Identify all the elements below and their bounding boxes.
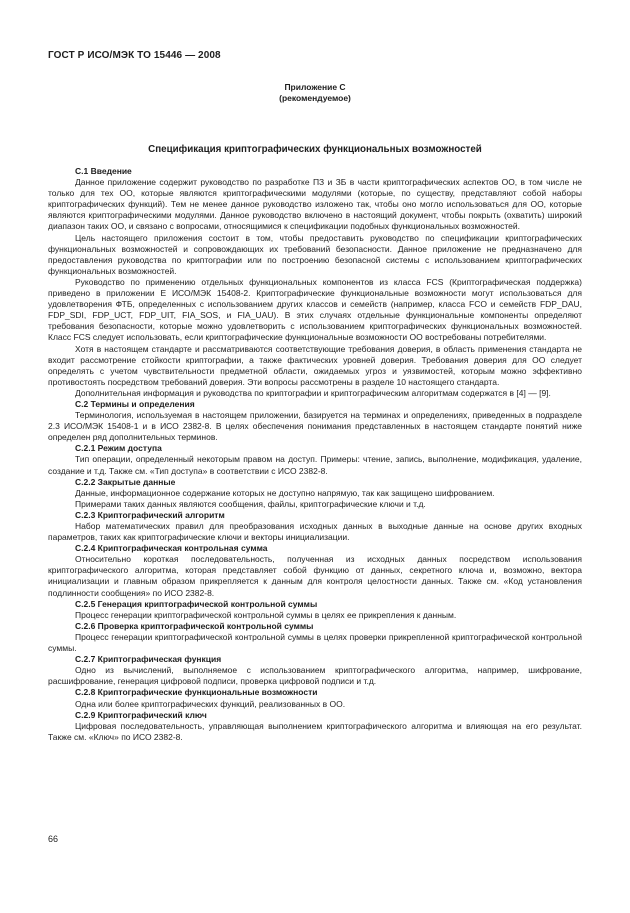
paragraph: Терминология, используемая в настоящем приложении, базируется на терминах и определениях, приведенных в подразделе 2.3 ИСО/МЭК 15408-1 и в ИСО 2382-8. В целях обеспечения понимания представленных в настоящем стандарте понятий ниже определен ряд дополнительных терминов. bbox=[48, 410, 582, 443]
paragraph: Цифровая последовательность, управляющая выполнением криптографического алгоритма и влияющая на его результат. Также см. «Ключ» по ИСО 2382-8. bbox=[48, 720, 582, 742]
standard-header: ГОСТ Р ИСО/МЭК ТО 15446 — 2008 bbox=[48, 50, 221, 61]
paragraph: Относительно короткая последовательность, полученная из исходных данных посредством использования криптографического алгоритма, которая представляет собой функцию от данных, секретного ключа и, возможно, вектора инициализации и главным образом прикрепляется к данным для контроля целостности данных. Также см. «Код установления подлинности сообщения» по ИСО 2382-8. bbox=[48, 554, 582, 598]
section-heading: С.2.7 Криптографическая функция bbox=[75, 654, 222, 665]
paragraph: Данное приложение содержит руководство по разработке ПЗ и ЗБ в части криптографических аспектов ОО, в том числе не только для тех ОО, которые являются криптографическими модулями (которые, по существу, представляют собой наборы криптографических функций). Тем не менее данное руководство изложено так, чтобы оно могло использоваться для ОО, которые являются криптографическими модулями. Данное руководство включено в настоящий документ, чтобы покрыть (охватить) широкий диапазон таких ОО, и связано с вопросами, относящимися к спецификации подобных функциональных возможностей. bbox=[48, 177, 582, 232]
appendix-heading bbox=[0, 82, 630, 104]
page-number: 66 bbox=[48, 834, 59, 844]
section-heading: С.2.8 Криптографические функциональные возможности bbox=[75, 687, 318, 698]
paragraph: Цель настоящего приложения состоит в том, чтобы предоставить руководство по спецификации криптографических функциональных возможностей и сопровождающих их требований безопасности. Данное приложение не предназначено для предоставления руководства по криптографии или по построению безопасной системы с использованием криптографических функциональных возможностей. bbox=[48, 232, 582, 276]
document-title: Спецификация криптографических функциональных возможностей bbox=[148, 144, 482, 155]
section-heading: С.2.6 Проверка криптографической контрольной суммы bbox=[75, 620, 314, 631]
paragraph: Хотя в настоящем стандарте и рассматриваются соответствующие требования доверия, в область применения стандарта не входит рассмотрение стойкости криптографии, а также фактических уровней доверия. Требования доверия для ОО следует определять с учетом чувствительности предметной области, ожидаемых угроз и уязвимостей, которым можно эффективно противостоять посредством требований доверия. Эти вопросы рассмотрены в разделе 10 настоящего стандарта. bbox=[48, 343, 582, 387]
paragraph: Одна или более криптографических функций, реализованных в ОО. bbox=[75, 698, 346, 709]
section-heading: С.2.4 Криптографическая контрольная сумма bbox=[75, 543, 268, 554]
paragraph: Тип операции, определенный некоторым правом на доступ. Примеры: чтение, запись, выполнение, модификация, удаление, создание и т.д. Также см. «Тип доступа» в соответствии с ИСО 2382-8. bbox=[48, 454, 582, 476]
section-heading: С.2.1 Режим доступа bbox=[75, 443, 162, 454]
appendix-status: (рекомендуемое) bbox=[279, 93, 351, 103]
section-heading: С.2 Термины и определения bbox=[75, 398, 195, 409]
paragraph: Примерами таких данных являются сообщения, файлы, криптографические ключи и т.д. bbox=[75, 498, 426, 509]
section-heading: С.2.9 Криптографический ключ bbox=[75, 709, 207, 720]
paragraph: Одно из вычислений, выполняемое с использованием криптографического алгоритма, например, шифрование, расшифрование, генерация цифровой подписи, проверка цифровой подписи и т.д. bbox=[48, 665, 582, 687]
section-heading: С.1 Введение bbox=[75, 166, 132, 176]
document-body bbox=[48, 166, 582, 743]
paragraph: Процесс генерации криптографической контрольной суммы в целях ее прикрепления к данным. bbox=[75, 609, 457, 620]
paragraph: Данные, информационное содержание которых не доступно напрямую, так как защищено шифрованием. bbox=[75, 487, 495, 498]
paragraph: Набор математических правил для преобразования исходных данных в выходные данные на основе других входных параметров, таких как криптографические ключи и векторы инициализации. bbox=[48, 521, 582, 543]
paragraph: Процесс генерации криптографической контрольной суммы в целях проверки прикрепленной криптографической контрольной суммы. bbox=[48, 631, 582, 654]
section-heading: С.2.3 Криптографический алгоритм bbox=[75, 509, 225, 520]
section-heading: С.2.2 Закрытые данные bbox=[75, 476, 176, 487]
paragraph: Дополнительная информация и руководства по криптографии и криптографическим алгоритмам содержатся в [4] — [9]. bbox=[75, 387, 551, 398]
appendix-label: Приложение С bbox=[284, 82, 346, 92]
paragraph: Руководство по применению отдельных функциональных компонентов из класса FCS (Криптографическая поддержка) приведено в приложении Е ИСО/МЭК 15408-2. Криптографические функциональные возможности могут использоваться для удовлетворения ФТБ, определенных с использованием других классов и семейств (например, класса FCO и семейств FDP_DAU, FDP_SDI, FDP_UCT, FDP_UIT, FIA_SOS, и FIA_UAU). В этих случаях отдельные функциональные компоненты определяют требования безопасности, которые можно удовлетворить с использованием криптографических функциональных возможностей. Класс FCS следует использовать, если криптографические функциональные возможности ОО востребованы потребителями. bbox=[48, 276, 582, 343]
section-heading: С.2.5 Генерация криптографической контрольной суммы bbox=[75, 598, 318, 609]
